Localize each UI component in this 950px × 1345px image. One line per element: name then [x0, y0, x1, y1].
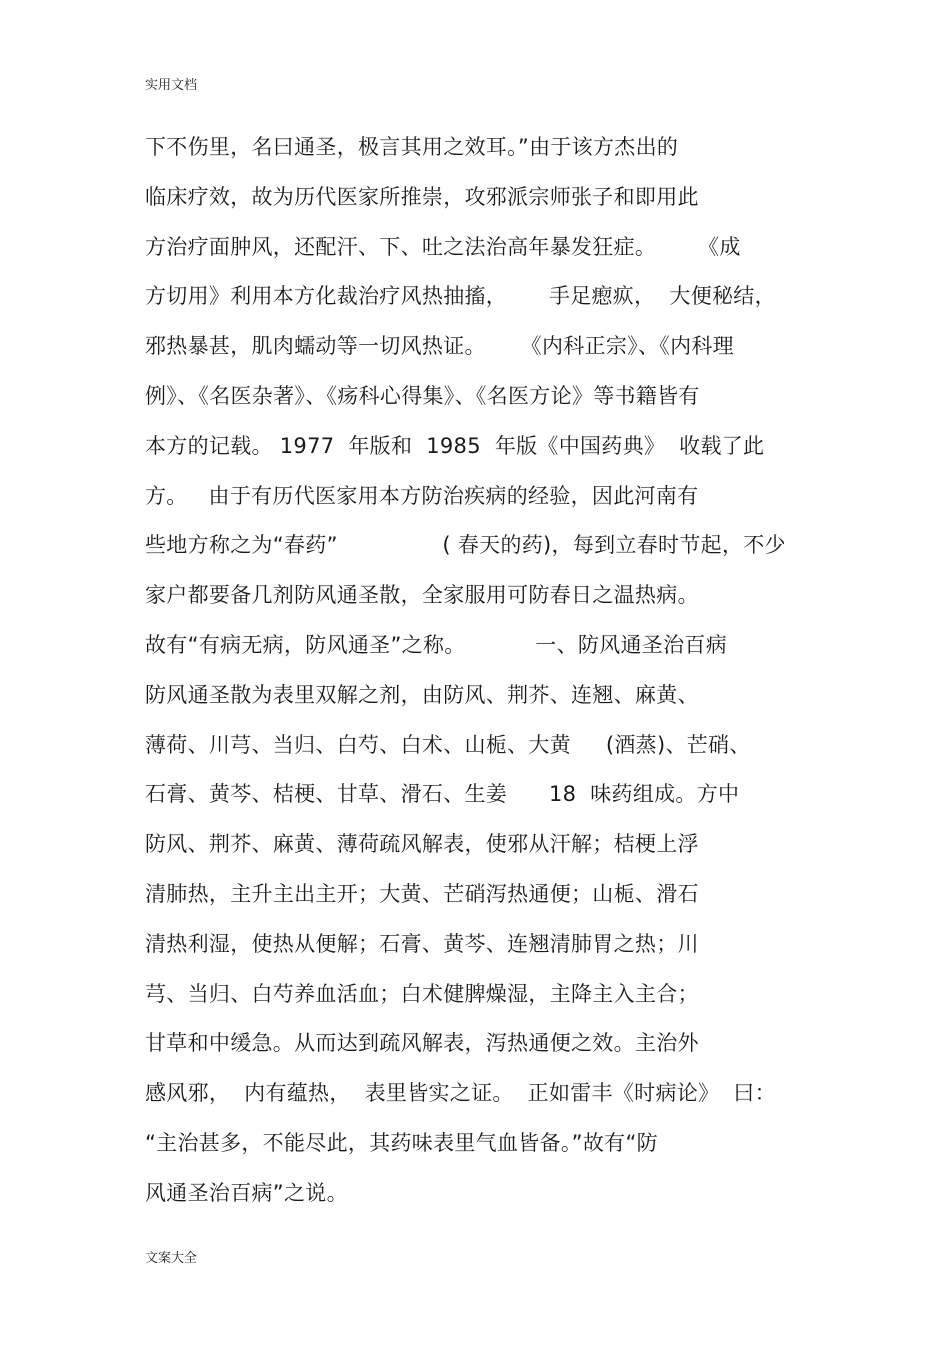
text-line: 本方的记载。 1977 年版和 1985 年版《中国药典》 收载了此: [145, 433, 765, 458]
page-footer: 文案大全: [145, 1251, 198, 1266]
text-line: 石膏、黄芩、桔梗、甘草、滑石、生姜 18 味药组成。方中: [145, 782, 740, 807]
text-line: “主治甚多，不能尽此，其药味表里气血皆备。”故有“防: [145, 1130, 658, 1155]
text-line: 方治疗面肿风，还配汗、下、吐之法治高年暴发狂症。 《成: [145, 234, 741, 259]
text-line: 清热利湿，使热从便解；石膏、黄芩、连翘清肺胃之热；川: [145, 931, 699, 956]
text-line: 故有“有病无病，防风通圣”之称。 一、防风通圣治百病: [145, 632, 728, 657]
text-line: 例》、《名医杂著》、《疡科心得集》、《名医方论》等书籍皆有: [145, 383, 700, 408]
text-line: 感风邪， 内有蕴热， 表里皆实之证。 正如雷丰《时病论》 曰：: [145, 1081, 776, 1106]
document-body: [145, 128, 825, 1224]
text-line: 薄荷、川芎、当归、白芍、白术、山栀、大黄 (酒蒸)、芒硝、: [145, 732, 751, 757]
text-line: 下不伤里，名曰通圣，极言其用之效耳。”由于该方杰出的: [145, 135, 679, 159]
text-line: 芎、当归、白芍养血活血；白术健脾燥湿，主降主入主合；: [145, 981, 699, 1006]
text-line: 风通圣治百病”之说。: [145, 1180, 348, 1205]
text-line: 防风通圣散为表里双解之剂，由防风、荆芥、连翘、麻黄、: [145, 682, 699, 707]
text-line: 清肺热，主升主出主开；大黄、芒硝泻热通便；山栀、滑石: [145, 881, 699, 906]
text-line: 临床疗效，故为历代医家所推崇，攻邪派宗师张子和即用此: [145, 184, 699, 209]
text-line: 方切用》利用本方化裁治疗风热抽搐， 手足瘛疭， 大便秘结，: [145, 284, 776, 309]
text-line: 家户都要备几剂防风通圣散，全家服用可防春日之温热病。: [145, 583, 699, 608]
text-line: 邪热暴甚，肌肉蠕动等一切风热证。 《内科正宗》、《内科理: [145, 334, 734, 359]
text-line: 甘草和中缓急。从而达到疏风解表，泻热通便之效。主治外: [145, 1031, 699, 1056]
text-line: 方。 由于有历代医家用本方防治疾病的经验，因此河南有: [145, 483, 699, 508]
text-line: 防风、荆芥、麻黄、薄荷疏风解表，使邪从汗解；桔梗上浮: [145, 832, 699, 857]
text-line: 些地方称之为“春药” ( 春天的药)，每到立春时节起，不少: [145, 533, 786, 558]
page-header: 实用文档: [145, 78, 198, 93]
